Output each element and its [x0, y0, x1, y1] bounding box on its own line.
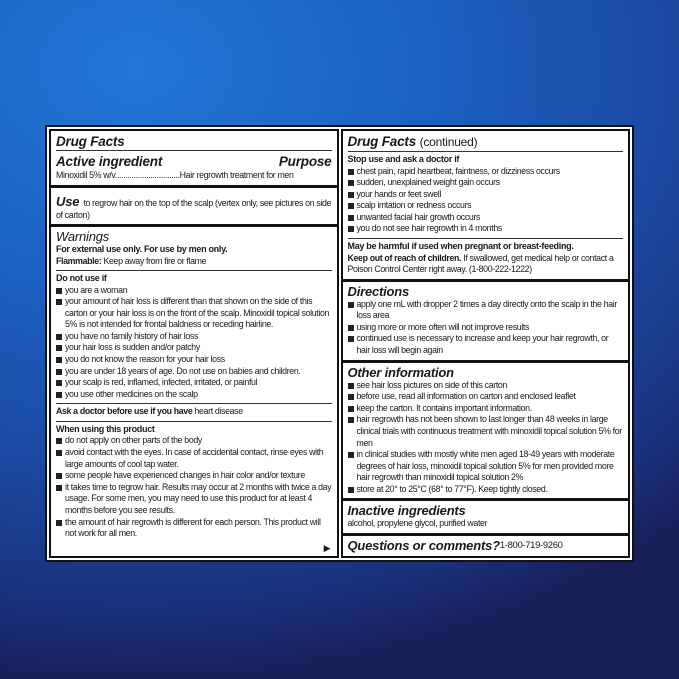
drug-facts-title: Drug Facts — [56, 134, 125, 149]
list-item: your amount of hair loss is different than that shown on the side of this carton or your hair loss is on the front of the scalp. Minoxidil topical solution 5% is not intended for frontal baldness or receding hairline. — [56, 296, 332, 331]
do-not-use-heading: Do not use if — [56, 273, 107, 283]
list-item: in clinical studies with mostly white men aged 18-49 years with moderate degrees of hair loss, minoxidil topical solution 5% for men provided more hair regrowth than minoxidil topical solution 2% — [348, 449, 624, 484]
list-item: you are under 18 years of age. Do not use on babies and children. — [56, 366, 332, 378]
list-item: you are a woman — [56, 285, 332, 297]
when-using-section — [51, 422, 337, 556]
list-item: scalp irritation or redness occurs — [348, 200, 624, 212]
list-item: apply one mL with dropper 2 times a day directly onto the scalp in the hair loss area — [348, 299, 624, 322]
active-ingredient-heading: Active ingredient — [56, 154, 163, 169]
list-item: unwanted facial hair growth occurs — [348, 212, 624, 224]
list-item: continued use is necessary to increase and keep your hair regrowth, or hair loss will begin again — [348, 333, 624, 356]
do-not-use-section — [51, 271, 337, 403]
list-item: see hair loss pictures on side of this carton — [348, 380, 624, 392]
active-ingredient-section — [51, 151, 337, 188]
list-item: you use other medicines on the scalp — [56, 389, 332, 401]
active-ingredient-line: Minoxidil 5% w/v...............................Hair regrowth treatment for men — [56, 170, 294, 180]
list-item: do not apply on other parts of the body — [56, 435, 332, 447]
list-item: the amount of hair regrowth is different for each person. This product will not work for all men. — [56, 517, 332, 540]
list-item: sudden, unexplained weight gain occurs — [348, 177, 624, 189]
list-item: your scalp is red, inflamed, infected, irritated, or painful — [56, 377, 332, 389]
inactive-ingredients-section — [343, 501, 629, 536]
list-item: before use, read all information on carton and enclosed leaflet — [348, 391, 624, 403]
keep-out-heading: Keep out of reach of children. — [347, 252, 462, 263]
continue-arrow-icon: ▶ — [323, 543, 331, 553]
ask-doctor-heading: Ask a doctor before use if you have — [56, 406, 193, 417]
questions-phone: 1-800-719-9260 — [499, 539, 563, 551]
drug-facts-label — [45, 125, 634, 562]
list-item: avoid contact with the eyes. In case of accidental contact, rinse eyes with large amounts of cool tap water. — [56, 447, 332, 470]
purpose-heading: Purpose — [278, 154, 332, 169]
list-item: some people have experienced changes in hair color and/or texture — [56, 470, 332, 482]
drug-facts-left-column — [49, 129, 339, 558]
stop-use-heading: Stop use and ask a doctor if — [347, 154, 460, 164]
use-section — [51, 188, 337, 228]
list-item: you do not know the reason for your hair loss — [56, 354, 332, 366]
external-use-warning: For external use only. For use by men only. — [56, 244, 228, 254]
list-item: chest pain, rapid heartbeat, faintness, or dizziness occurs — [348, 166, 624, 178]
ask-doctor-text: heart disease — [194, 406, 243, 417]
list-item: you do not see hair regrowth in 4 months — [348, 223, 624, 235]
continued-label: (continued) — [419, 135, 478, 149]
flammable-text: Keep away from fire or flame — [103, 255, 207, 266]
list-item: your hair loss is sudden and/or patchy — [56, 342, 332, 354]
list-item: you have no family history of hair loss — [56, 331, 332, 343]
keep-out-text: If swallowed, get medical help or contact a Poison Control Center right away. (1-800-222-1222) — [347, 252, 614, 275]
pregnancy-warning: May be harmful if used when pregnant or breast-feeding. — [347, 241, 574, 252]
questions-heading: Questions or comments? — [347, 537, 500, 553]
drug-facts-continued-title: Drug Facts — [347, 134, 417, 149]
when-using-heading: When using this product — [56, 423, 155, 434]
list-item: keep the carton. It contains important information. — [348, 403, 624, 415]
other-information-section — [343, 363, 629, 502]
other-information-heading: Other information — [347, 364, 454, 380]
list-item: store at 20° to 25°C (68° to 77°F). Keep tightly closed. — [348, 484, 624, 496]
list-item: it takes time to regrow hair. Results may occur at 2 months with twice a day usage. For some men, you may need to use this product for at least 4 months before you see results. — [56, 482, 332, 517]
use-heading: Use — [56, 193, 80, 209]
ask-doctor-section — [51, 404, 337, 421]
pregnancy-children-section — [343, 239, 629, 282]
list-item: your hands or feet swell — [348, 189, 624, 201]
list-item: using more or more often will not improve results — [348, 322, 624, 334]
list-item: hair regrowth has not been shown to last longer than 48 weeks in large clinical trials with continuous treatment with minoxidil topical solution 5% for men — [348, 414, 624, 449]
directions-section — [343, 282, 629, 363]
drug-facts-right-column — [341, 129, 631, 558]
stop-use-section — [343, 152, 629, 238]
inactive-ingredients-text: alcohol, propylene glycol, purified water — [347, 518, 488, 529]
directions-heading: Directions — [347, 283, 410, 299]
warnings-heading: Warnings — [56, 229, 110, 244]
inactive-ingredients-heading: Inactive ingredients — [347, 503, 466, 519]
flammable-label: Flammable: — [56, 255, 102, 266]
warnings-section — [51, 227, 337, 270]
questions-section — [343, 536, 629, 556]
use-text: to regrow hair on the top of the scalp (vertex only, see pictures on side of carton) — [56, 197, 332, 220]
